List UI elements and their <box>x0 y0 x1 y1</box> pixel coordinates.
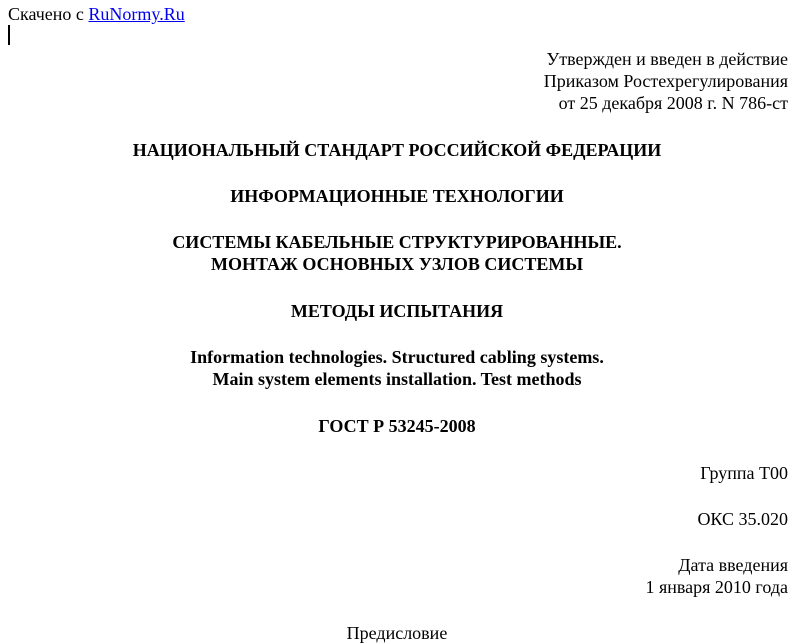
standard-code: ГОСТ Р 53245-2008 <box>318 416 476 436</box>
oks-code: ОКС 35.020 <box>697 509 788 529</box>
source-link[interactable]: RuNormy.Ru <box>88 4 185 24</box>
english-title-line-1: Information technologies. Structured cabling systems. <box>190 347 604 367</box>
introduction-date-block <box>645 554 788 598</box>
source-prefix: Скачено с <box>8 4 89 24</box>
introduction-date-label: Дата введения <box>678 555 788 575</box>
text-cursor <box>8 25 10 45</box>
approval-line-2: Приказом Ростехрегулирования <box>543 71 788 91</box>
title-line-2: МОНТАЖ ОСНОВНЫХ УЗЛОВ СИСТЕМЫ <box>210 254 584 274</box>
title-line-1: СИСТЕМЫ КАБЕЛЬНЫЕ СТРУКТУРИРОВАННЫЕ. <box>172 232 622 252</box>
approval-line-3: от 25 декабря 2008 г. N 786-ст <box>558 93 788 113</box>
approval-block <box>544 48 788 114</box>
field-heading: ИНФОРМАЦИОННЫЕ ТЕХНОЛОГИИ <box>230 186 564 206</box>
foreword-heading: Предисловие <box>346 623 448 643</box>
source-line <box>8 3 185 25</box>
document-subtitle: МЕТОДЫ ИСПЫТАНИЯ <box>290 301 504 321</box>
english-title <box>0 346 794 390</box>
introduction-date-value: 1 января 2010 года <box>645 577 788 597</box>
english-title-line-2: Main system elements installation. Test methods <box>212 369 582 389</box>
approval-line-1: Утвержден и введен в действие <box>546 49 788 69</box>
group-code: Группа Т00 <box>700 463 788 483</box>
document-title <box>0 231 794 275</box>
national-standard-heading: НАЦИОНАЛЬНЫЙ СТАНДАРТ РОССИЙСКОЙ ФЕДЕРАЦИИ <box>132 140 662 160</box>
